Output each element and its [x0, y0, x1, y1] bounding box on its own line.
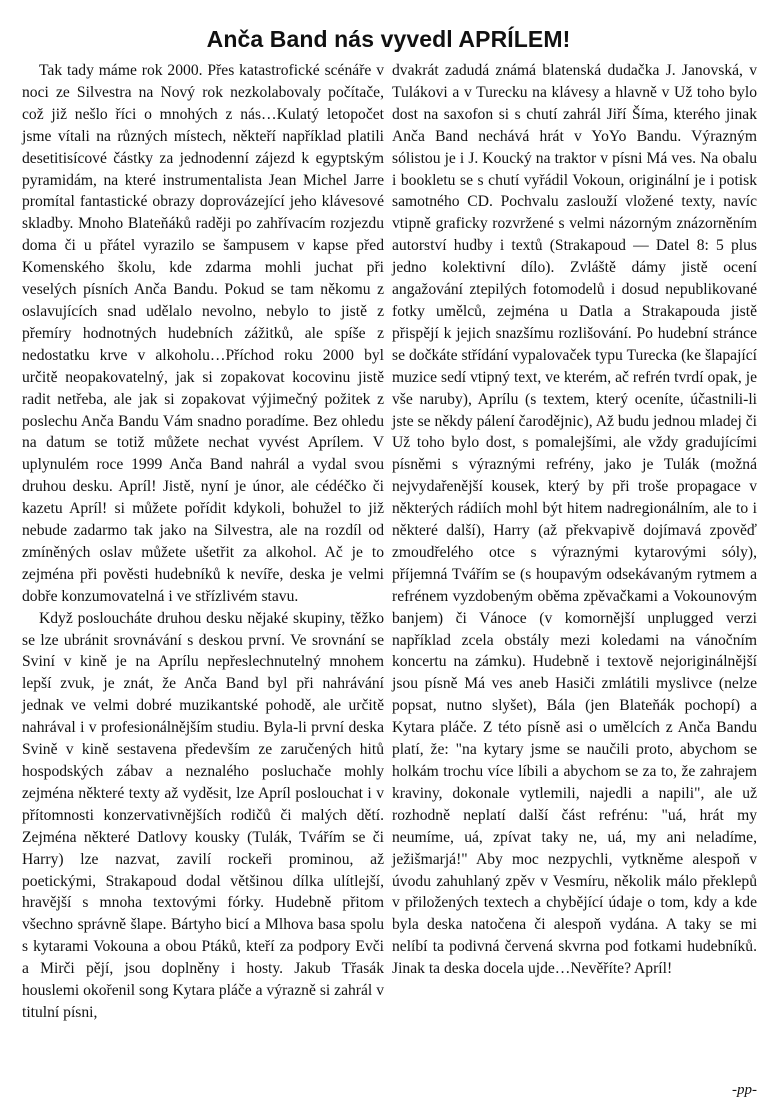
paragraph: Tak tady máme rok 2000. Přes katastrofické scénáře v noci ze Silvestra na Nový rok nezkolabovaly počítače, což již nešlo říci o mnohých z nás…Kulatý letopočet jsme vítali na různých místech, někteří například platili desetitisícové částky za jednodenní zájezd k egyptským pyramidám, na které instrumentalista Jean Michel Jarre promítal fantastické obrazy doprovázející jeho klávesové skladby. Mnoho Blateňáků raději po zahřívacím rozjezdu doma či u přátel vyrazilo se šampusem v kapse před Komenského školu, kde zdarma mohli juchat při veselých písních Anča Bandu. Pokud se tam někomu z oslavujících snad udělalo nevolno, nebylo to jistě z přemíry hodnotných hudebních zážitků, ale spíše z nedostatku krve v alkoholu…Příchod roku 2000 byl určitě neopakovatelný, jak si zopakovat kocovinu jistě radit netřeba, ale jak si zopakovat výjimečný požitek z poslechu Anča Bandu Vám snadno poradíme. Bez ohledu na datum se totiž můžete nechat vyvést Aprílem. V uplynulém roce 1999 Anča Band nahrál a vydal svou druhou desku. Apríl! Jistě, nyní je únor, ale cédéčko či kazetu Apríl! si můžete pořídit kdykoli, bohužel to již nebude zadarmo tak jako na Silvestra, ale na rozdíl od zmíněných oslav můžete ušetřit za alkohol. Ač je to zejména při pověsti hudebníků k nevíře, deska je velmi dobře konzumovatelná i ve střízlivém stavu.: [22, 62, 384, 605]
author-signature: -pp-: [732, 1082, 757, 1098]
right-column: [392, 60, 757, 980]
left-column: [22, 60, 384, 1024]
paragraph: dvakrát zadudá známá blatenská dudačka J. Janovská, v Tulákovi a v Turecku na klávesy a hlavně v Už toho bylo dost na saxofon si s chutí zahrál Jiří Šíma, kterého jinak Anča Band nechává hrát v YoYo Bandu. Výrazným sólistou je i J. Koucký na traktor v písni Má ves. Na obalu i bookletu se s chutí vyřádil Vokoun, originální je i potisk samotného CD. Pochvalu zaslouží vložené texty, navíc vtipně graficky rozvržené s velmi názorným znázorněním autorství hudby i textů (Strakapoud — Datel 8: 5 plus jedno kolektivní dílo). Zvláště dámy jistě ocení angažování ztepilých fotomodelů i dosud nepublikované fotky umělců, zejména u Datla a Strakapouda jistě přispějí k jejich snazšímu rozlišování. Po hudební stránce se dočkáte střídání vypalovaček typu Turecka (ke šlapající muzice sedí vtipný text, ve kterém, ač refrén tvrdí opak, je vše naruby), Aprílu (s textem, který oceníte, účastnili-li jste se někdy pálení čarodějnic), Až budu jednou mladej či Už toho bylo dost, s pomalejšími, ale vždy gradujícími písněmi s výraznými refrény, jako je Tulák (možná nejvydařenější kousek, který by při troše propagace v některých rádiích mohl být hitem nadregionálním, ale to i některé další), Harry (až překvapivě dojímavá zpověď zmoudřelého otce s výraznými kytarovými sóly), příjemná Tvářím se (s houpavým odsekávaným rytmem a refrénem vyzdobeným oběma zpěvačkami a Vokounovým banjem) či Vánoce (v komornější unplugged verzi například zcela obstály mezi koledami na vánočním koncertu na zámku). Hudebně i textově nejoriginálnější jsou písně Má ves aneb Hasiči zmlátili myslivce (nelze popsat, nutno slyšet), Bála (jen Blateňák pochopí) a Kytara pláče. Z této písně asi o umělcích z Anča Bandu platí, že: "na kytary jsme se naučili proto, abychom se holkám trochu více líbili a abychom se za to, že zahrajem kraviny, dokonale vytlemili, najedli a napili", ale už rozhodně neplatí další část refrénu: "uá, hrát my neumíme, uá, zpívat taky ne, uá, my ani neladíme, ježišmarjá!" Aby moc nezpychli, vytkněme alespoň v úvodu zahuhlaný zpěv v Vesmíru, několik málo překlepů v přiložených textech a chybějící údaje o tom, kdy a kde byla deska natočena či alespoň vydána. A taky se mi nelíbí ta podivná červená skvrna pod fotkami hudebníků. Jinak ta deska docela ujde…Nevěříte? Apríl!: [392, 62, 757, 978]
paragraph: Když posloucháte druhou desku nějaké skupiny, těžko se lze ubránit srovnávání s deskou první. Ve srovnání se Sviní v kině je na Aprílu nepřeslechnutelný mnohem lepší zvuk, je znát, že Anča Band byl při nahrávání jednak ve velmi dobré muzikantské pohodě, ale určitě nahrával i v profesionálnějším studiu. Byla-li první deska Svině v kině sestavena především ze zaručených hitů hospodských zábav a neznalého posluchače mohly zejména některé texty až vyděsit, lze Apríl poslouchat i v přítomnosti konzervativnějších rodičů či malých dětí. Zejména některé Datlovy kousky (Tulák, Tvářím se či Harry) lze nazvat, zavilí rockeři prominou, až poetickými, Strakapoud dodal většinou dílka ulítlejší, hravější s mnoha textovými fórky. Hudebně přitom všechno správně šlape. Bártyho bicí a Mlhova basa spolu s kytarami Vokouna a obou Ptáků, kteří za podpory Evči a Mirči pějí, jsou doplněny i hosty. Jakub Třasák houslemi okořenil song Kytara pláče a výrazně si zahrál v titulní písni,: [22, 609, 384, 1021]
article-headline: Anča Band nás vyvedl APRÍLEM!: [206, 26, 571, 52]
